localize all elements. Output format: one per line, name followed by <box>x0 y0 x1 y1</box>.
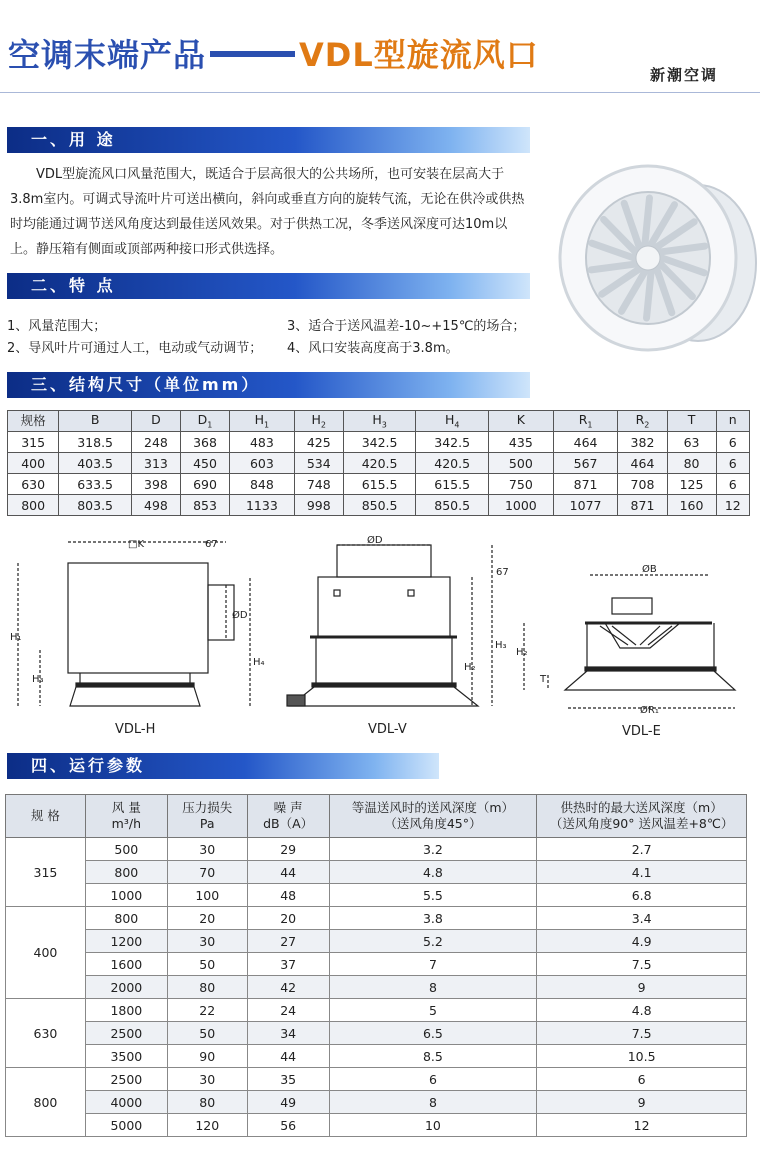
table-cell: 425 <box>294 432 343 453</box>
spec-cell: 630 <box>6 999 86 1068</box>
diagram-label-vdl-e: VDL-E <box>622 724 661 739</box>
table-cell: 382 <box>618 432 667 453</box>
table-cell: 24 <box>247 999 329 1022</box>
table-cell: 748 <box>294 474 343 495</box>
structure-diagrams <box>0 530 760 715</box>
header-main: H <box>254 412 265 428</box>
title-main: 空调末端产品 <box>8 36 207 74</box>
table-cell: 5.5 <box>329 884 537 907</box>
dim-h2-label-v: H₂ <box>464 662 476 673</box>
table-cell: 3.2 <box>329 838 537 861</box>
table-cell: 29 <box>247 838 329 861</box>
header-divider <box>0 92 760 93</box>
table-cell: 498 <box>131 495 180 516</box>
table-cell: 50 <box>167 953 247 976</box>
table-row <box>6 1068 747 1091</box>
table-cell: 120 <box>167 1114 247 1137</box>
table-row <box>6 1091 747 1114</box>
usage-paragraph: VDL型旋流风口风量范围大，既适合于层高很大的公共场所，也可安装在层高大于3.8m室内。可调式导流叶片可送出横向，斜向或垂直方向的旋转气流，无论在供冷或供热时均能通过调节送风角度达到最佳送风效果。对于供热工况，冬季送风深度可达10m以上。静压箱有侧面或顶部两种接口形式供选择。 <box>10 167 525 257</box>
dimension-header-cell <box>667 411 716 432</box>
table-cell: 800 <box>85 907 167 930</box>
table-cell: 313 <box>131 453 180 474</box>
params-header-cell: 供热时的最大送风深度（m） （送风角度90° 送风温差+8℃） <box>537 795 747 838</box>
table-cell: 3500 <box>85 1045 167 1068</box>
table-cell: 368 <box>180 432 229 453</box>
table-row <box>6 1045 747 1068</box>
header-main: D <box>151 412 161 428</box>
table-cell: 4.8 <box>329 861 537 884</box>
table-cell: 615.5 <box>343 474 416 495</box>
table-cell: 8 <box>329 1091 537 1114</box>
dim-k-label: □K <box>128 539 145 550</box>
header-main: H <box>444 412 455 428</box>
header-subscript: 4 <box>454 420 460 430</box>
dim-d-label-h: ØD <box>232 610 248 621</box>
table-cell: 6.5 <box>329 1022 537 1045</box>
table-cell: 850.5 <box>343 495 416 516</box>
dim-t-label: T <box>540 674 547 685</box>
table-cell: 630 <box>8 474 59 495</box>
diagram-vdl-v <box>287 545 492 706</box>
table-cell: 420.5 <box>343 453 416 474</box>
table-row <box>8 453 750 474</box>
table-cell: 800 <box>8 495 59 516</box>
dimension-header-cell <box>618 411 667 432</box>
dimension-header-cell <box>59 411 132 432</box>
table-cell: 750 <box>488 474 553 495</box>
table-cell: 27 <box>247 930 329 953</box>
table-cell: 853 <box>180 495 229 516</box>
dim-h3-label-h: H₃ <box>32 674 44 685</box>
table-cell: 603 <box>230 453 295 474</box>
header-subscript: 1 <box>264 420 270 430</box>
table-row <box>6 884 747 907</box>
feature-item: 2、导风叶片可通过人工，电动或气动调节； <box>7 341 263 356</box>
dim-67-label-v: 67 <box>496 567 509 578</box>
table-cell: 998 <box>294 495 343 516</box>
dim-b-label: ØB <box>642 564 657 575</box>
table-cell: 342.5 <box>343 432 416 453</box>
header-main: K <box>516 412 525 428</box>
table-cell: 400 <box>8 453 59 474</box>
table-cell: 3.4 <box>537 907 747 930</box>
table-cell: 1200 <box>85 930 167 953</box>
header-main: T <box>687 412 696 428</box>
table-cell: 1133 <box>230 495 295 516</box>
dimension-header-cell <box>180 411 229 432</box>
table-cell: 1600 <box>85 953 167 976</box>
table-cell: 20 <box>167 907 247 930</box>
dim-h3-label-v: H₃ <box>495 640 507 651</box>
table-cell: 2500 <box>85 1068 167 1091</box>
table-cell: 2500 <box>85 1022 167 1045</box>
table-cell: 500 <box>488 453 553 474</box>
header-main: R <box>635 412 645 428</box>
header-subscript: 1 <box>587 420 593 430</box>
table-cell: 6 <box>537 1068 747 1091</box>
table-cell: 30 <box>167 838 247 861</box>
table-cell: 63 <box>667 432 716 453</box>
table-cell: 6 <box>716 474 749 495</box>
table-cell: 3.8 <box>329 907 537 930</box>
header-main: H <box>311 412 321 428</box>
diagram-label-vdl-h: VDL-H <box>115 722 156 737</box>
table-cell: 1800 <box>85 999 167 1022</box>
table-cell: 871 <box>618 495 667 516</box>
table-cell: 4.9 <box>537 930 747 953</box>
diagram-vdl-e <box>524 575 735 708</box>
table-cell: 90 <box>167 1045 247 1068</box>
table-cell: 848 <box>230 474 295 495</box>
header-main: H <box>372 412 382 428</box>
page-title <box>8 30 539 76</box>
table-cell: 5 <box>329 999 537 1022</box>
table-cell: 80 <box>167 1091 247 1114</box>
table-cell: 44 <box>247 861 329 884</box>
table-cell: 800 <box>85 861 167 884</box>
dim-d-label-v: ØD <box>367 535 383 546</box>
table-cell: 37 <box>247 953 329 976</box>
diagram-label-vdl-v: VDL-V <box>368 722 407 737</box>
table-cell: 4.8 <box>537 999 747 1022</box>
dim-67-label-h: 67 <box>205 539 218 550</box>
header-main: 规格 <box>20 413 46 429</box>
table-cell: 7 <box>329 953 537 976</box>
table-cell: 20 <box>247 907 329 930</box>
params-table-header <box>6 795 747 838</box>
params-header-cell: 规 格 <box>6 795 86 838</box>
dim-r1-label: ØR₁ <box>640 705 659 715</box>
table-cell: 1000 <box>85 884 167 907</box>
feature-item: 1、风量范围大； <box>7 319 107 334</box>
table-cell: 10.5 <box>537 1045 747 1068</box>
table-cell: 12 <box>716 495 749 516</box>
table-cell: 80 <box>667 453 716 474</box>
table-cell: 30 <box>167 1068 247 1091</box>
table-cell: 7.5 <box>537 1022 747 1045</box>
table-cell: 403.5 <box>59 453 132 474</box>
brand-name: 新潮空调 <box>650 66 719 84</box>
dim-h2-label-e: H₂ <box>516 647 528 658</box>
table-cell: 10 <box>329 1114 537 1137</box>
dimension-header-cell <box>230 411 295 432</box>
table-cell: 48 <box>247 884 329 907</box>
table-cell: 9 <box>537 1091 747 1114</box>
dimension-header-cell <box>8 411 59 432</box>
table-cell: 500 <box>85 838 167 861</box>
dimension-header-cell <box>488 411 553 432</box>
table-cell: 12 <box>537 1114 747 1137</box>
table-cell: 450 <box>180 453 229 474</box>
table-row <box>6 999 747 1022</box>
table-cell: 44 <box>247 1045 329 1068</box>
table-cell: 1000 <box>488 495 553 516</box>
table-cell: 49 <box>247 1091 329 1114</box>
table-row <box>6 838 747 861</box>
table-cell: 70 <box>167 861 247 884</box>
table-cell: 56 <box>247 1114 329 1137</box>
table-cell: 248 <box>131 432 180 453</box>
title-dash <box>210 51 295 57</box>
dim-h1-label: H₁ <box>10 632 22 643</box>
dimension-table-header <box>8 411 750 432</box>
table-cell: 8.5 <box>329 1045 537 1068</box>
section-usage-header: 一、用 途 <box>7 127 530 153</box>
table-cell: 398 <box>131 474 180 495</box>
table-row <box>6 1114 747 1137</box>
header-main: n <box>728 412 737 428</box>
table-cell: 80 <box>167 976 247 999</box>
table-cell: 34 <box>247 1022 329 1045</box>
diagram-vdl-h <box>18 542 250 706</box>
dimension-header-cell <box>294 411 343 432</box>
table-cell: 2000 <box>85 976 167 999</box>
table-cell: 5000 <box>85 1114 167 1137</box>
photo-hub <box>636 246 660 270</box>
table-cell: 803.5 <box>59 495 132 516</box>
header-main: B <box>90 412 100 428</box>
table-cell: 50 <box>167 1022 247 1045</box>
table-cell: 690 <box>180 474 229 495</box>
table-cell: 22 <box>167 999 247 1022</box>
table-cell: 8 <box>329 976 537 999</box>
table-cell: 850.5 <box>416 495 489 516</box>
header-subscript: 2 <box>644 420 650 430</box>
table-cell: 100 <box>167 884 247 907</box>
params-table <box>5 794 747 1137</box>
params-header-cell: 压力损失 Pa <box>167 795 247 838</box>
section-structure-header: 三、结构尺寸（单位mm） <box>7 372 530 398</box>
table-cell: 464 <box>553 432 618 453</box>
table-cell: 6 <box>716 453 749 474</box>
table-cell: 6 <box>716 432 749 453</box>
table-cell: 464 <box>618 453 667 474</box>
table-cell: 4.1 <box>537 861 747 884</box>
table-cell: 160 <box>667 495 716 516</box>
table-row <box>6 1022 747 1045</box>
table-row <box>8 474 750 495</box>
table-cell: 318.5 <box>59 432 132 453</box>
table-cell: 1077 <box>553 495 618 516</box>
header-main: R <box>578 412 588 428</box>
feature-item: 4、风口安装高度高于3.8m。 <box>287 341 459 356</box>
table-row <box>8 432 750 453</box>
photo-blade <box>647 272 652 318</box>
spec-cell: 800 <box>6 1068 86 1137</box>
spec-cell: 400 <box>6 907 86 999</box>
spec-cell: 315 <box>6 838 86 907</box>
table-cell: 9 <box>537 976 747 999</box>
table-cell: 35 <box>247 1068 329 1091</box>
table-cell: 7.5 <box>537 953 747 976</box>
feature-item: 3、适合于送风温差-10~+15℃的场合； <box>287 319 526 334</box>
table-cell: 534 <box>294 453 343 474</box>
table-cell: 708 <box>618 474 667 495</box>
table-row <box>8 495 750 516</box>
params-header-cell: 等温送风时的送风深度（m） （送风角度45°） <box>329 795 537 838</box>
title-sub: VDL型旋流风口 <box>299 36 539 74</box>
table-cell: 315 <box>8 432 59 453</box>
dimension-table <box>7 410 750 516</box>
table-cell: 30 <box>167 930 247 953</box>
table-cell: 125 <box>667 474 716 495</box>
dimension-header-cell <box>343 411 416 432</box>
table-cell: 342.5 <box>416 432 489 453</box>
section-params-header: 四、运行参数 <box>7 753 439 779</box>
header-subscript: 1 <box>207 420 213 430</box>
table-cell: 42 <box>247 976 329 999</box>
table-cell: 6 <box>329 1068 537 1091</box>
table-cell: 483 <box>230 432 295 453</box>
dim-h4-label: H₄ <box>253 657 265 668</box>
dimension-header-cell <box>416 411 489 432</box>
table-cell: 633.5 <box>59 474 132 495</box>
params-header-cell: 噪 声 dB（A） <box>247 795 329 838</box>
table-cell: 435 <box>488 432 553 453</box>
table-row <box>6 930 747 953</box>
photo-blade <box>645 198 650 244</box>
table-cell: 615.5 <box>416 474 489 495</box>
table-row <box>6 953 747 976</box>
table-cell: 2.7 <box>537 838 747 861</box>
params-header-cell: 风 量 m³/h <box>85 795 167 838</box>
header-main: D <box>197 412 208 428</box>
table-cell: 5.2 <box>329 930 537 953</box>
table-cell: 6.8 <box>537 884 747 907</box>
dimension-header-cell <box>716 411 749 432</box>
table-row <box>6 976 747 999</box>
table-cell: 4000 <box>85 1091 167 1114</box>
dimension-header-cell <box>131 411 180 432</box>
table-row <box>6 861 747 884</box>
table-cell: 420.5 <box>416 453 489 474</box>
header-subscript: 2 <box>320 420 327 430</box>
table-row <box>6 907 747 930</box>
product-photo <box>548 158 760 358</box>
table-cell: 567 <box>553 453 618 474</box>
table-cell: 871 <box>553 474 618 495</box>
dimension-header-cell <box>553 411 618 432</box>
section-features-header: 二、特 点 <box>7 273 530 299</box>
header-subscript: 3 <box>381 420 387 430</box>
